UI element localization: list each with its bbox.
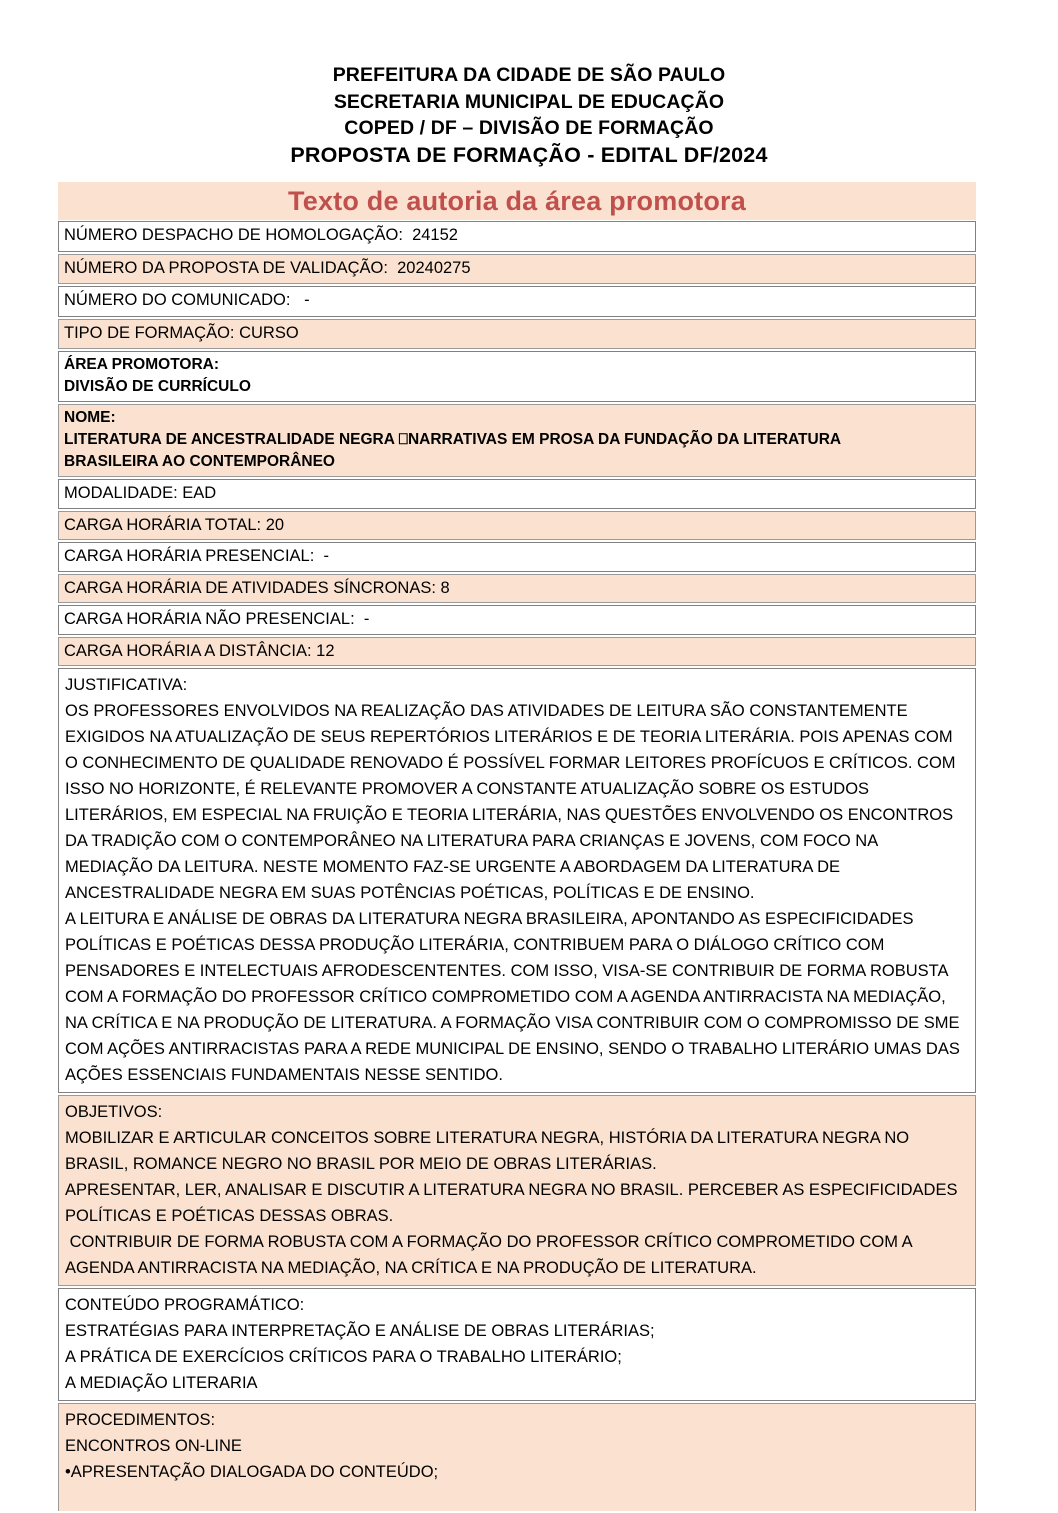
table-row-carga-horaria-sincronas	[58, 574, 976, 604]
conteudo-programatico-item-3: A MEDIAÇÃO LITERARIA	[65, 1374, 258, 1392]
justificativa-label: JUSTIFICATIVA:	[65, 676, 188, 694]
conteudo-programatico-item-2: A PRÁTICA DE EXERCÍCIOS CRÍTICOS PARA O TRABALHO LITERÁRIO;	[65, 1348, 622, 1366]
row-text-proposta-validacao: NÚMERO DA PROPOSTA DE VALIDAÇÃO: 20240275	[64, 258, 471, 277]
justificativa-paragraph-1: OS PROFESSORES ENVOLVIDOS NA REALIZAÇÃO DAS ATIVIDADES DE LEITURA SÃO CONSTANTEMENTE EXIGIDOS NA ATUALIZAÇÃO DE SEUS REPERTÓRIOS LITERÁRIOS E DE TEORIA LITERÁRIA. POIS APENAS COM O CONHECIMENTO DE QUALIDADE RENOVADO É POSSÍVEL FORMAR LEITORES PROFÍCUOS E CRÍTICOS. COM ISSO NO HORIZONTE, É RELEVANTE PROMOVER A CONSTANTE ATUALIZAÇÃO SOBRE OS ESTUDOS LITERÁRIOS, EM ESPECIAL NA FRUIÇÃO E TEORIA LITERÁRIA, NAS QUESTÕES ENVOLVENDO OS ENCONTROS DA TRADIÇÃO COM O CONTEMPORÂNEO NA LITERATURA PARA CRIANÇAS E JOVENS, COM FOCO NA MEDIAÇÃO DA LEITURA. NESTE MOMENTO FAZ-SE URGENTE A ABORDAGEM DA LITERATURA DE ANCESTRALIDADE NEGRA EM SUAS POTÊNCIAS POÉTICAS, POLÍTICAS E DE ENSINO.	[65, 702, 961, 902]
table-row-objetivos	[58, 1095, 976, 1286]
row-text-modalidade: MODALIDADE: EAD	[64, 484, 217, 502]
procedimentos-item-1: ENCONTROS ON-LINE	[65, 1437, 242, 1455]
table-row-proposta-validacao	[58, 254, 976, 285]
row-text-carga-horaria-total: CARGA HORÁRIA TOTAL: 20	[64, 515, 285, 534]
table-row-area-promotora	[58, 351, 976, 402]
masthead	[0, 62, 1058, 168]
conteudo-programatico-item-1: ESTRATÉGIAS PARA INTERPRETAÇÃO E ANÁLISE DE OBRAS LITERÁRIAS;	[65, 1322, 655, 1340]
masthead-line-prefeitura: PREFEITURA DA CIDADE DE SÃO PAULO	[332, 64, 726, 86]
objetivos-paragraph-1: MOBILIZAR E ARTICULAR CONCEITOS SOBRE LITERATURA NEGRA, HISTÓRIA DA LITERATURA NEGRA NO BRASIL, ROMANCE NEGRO NO BRASIL POR MEIO DE OBRAS LITERÁRIAS.	[65, 1129, 914, 1173]
masthead-line-coped: COPED / DF – DIVISÃO DE FORMAÇÃO	[344, 117, 714, 139]
authorship-banner	[58, 182, 976, 220]
row-text-carga-horaria-distancia: CARGA HORÁRIA A DISTÂNCIA: 12	[64, 641, 335, 660]
masthead-line-proposta: PROPOSTA DE FORMAÇÃO - EDITAL DF/2024	[290, 142, 768, 167]
row-value-nome-line2: BRASILEIRA AO CONTEMPORÂNEO	[64, 453, 335, 470]
table-row-justificativa	[58, 668, 976, 1093]
objetivos-label: OBJETIVOS:	[65, 1103, 163, 1121]
row-text-carga-horaria-presencial: CARGA HORÁRIA PRESENCIAL: -	[64, 547, 329, 565]
row-value-nome-line1: LITERATURA DE ANCESTRALIDADE NEGRA ⎕NARRATIVAS EM PROSA DA FUNDAÇÃO DA LITERATURA	[64, 431, 842, 448]
table-row-comunicado	[58, 286, 976, 317]
masthead-line-secretaria: SECRETARIA MUNICIPAL DE EDUCAÇÃO	[333, 90, 725, 113]
objetivos-paragraph-3: CONTRIBUIR DE FORMA ROBUSTA COM A FORMAÇÃO DO PROFESSOR CRÍTICO COMPROMETIDO COM A AGENDA ANTIRRACISTA NA MEDIAÇÃO, NA CRÍTICA E NA PRODUÇÃO DE LITERATURA.	[65, 1233, 916, 1277]
row-text-despacho: NÚMERO DESPACHO DE HOMOLOGAÇÃO: 24152	[64, 226, 458, 244]
table-row-nome	[58, 404, 976, 477]
proposal-table	[58, 182, 976, 1513]
row-value-area-promotora: DIVISÃO DE CURRÍCULO	[64, 378, 251, 395]
row-label-nome: NOME:	[64, 409, 116, 426]
table-row-carga-horaria-nao-presencial	[58, 605, 976, 635]
row-text-comunicado: NÚMERO DO COMUNICADO: -	[64, 291, 310, 309]
procedimentos-label: PROCEDIMENTOS:	[65, 1411, 216, 1429]
row-text-tipo-formacao: TIPO DE FORMAÇÃO: CURSO	[64, 323, 299, 342]
table-row-despacho	[58, 221, 976, 252]
table-row-modalidade	[58, 479, 976, 509]
row-text-carga-horaria-sincronas: CARGA HORÁRIA DE ATIVIDADES SÍNCRONAS: 8	[64, 578, 450, 597]
row-text-carga-horaria-nao-presencial: CARGA HORÁRIA NÃO PRESENCIAL: -	[64, 610, 370, 628]
table-row-carga-horaria-distancia	[58, 637, 976, 667]
conteudo-programatico-label: CONTEÚDO PROGRAMÁTICO:	[65, 1296, 305, 1314]
table-row-carga-horaria-presencial	[58, 542, 976, 572]
justificativa-paragraph-2: A LEITURA E ANÁLISE DE OBRAS DA LITERATURA NEGRA BRASILEIRA, APONTANDO AS ESPECIFICIDADES POLÍTICAS E POÉTICAS DESSA PRODUÇÃO LITERÁRIA, CONTRIBUEM PARA O DIÁLOGO CRÍTICO COM PENSADORES E INTELECTUAIS AFRODESCENTENTES. COM ISSO, VISA-SE CONTRIBUIR DE FORMA ROBUSTA COM A FORMAÇÃO DO PROFESSOR CRÍTICO COMPROMETIDO COM A AGENDA ANTIRRACISTA NA MEDIAÇÃO, NA CRÍTICA E NA PRODUÇÃO DE LITERATURA. A FORMAÇÃO VISA CONTRIBUIR COM O COMPROMISSO DE SME COM AÇÕES ANTIRRACISTAS PARA A REDE MUNICIPAL DE ENSINO, SENDO O TRABALHO LITERÁRIO UMAS DAS AÇÕES ESSENCIAIS FUNDAMENTAIS NESSE SENTIDO.	[65, 910, 965, 1084]
procedimentos-item-2: •APRESENTAÇÃO DIALOGADA DO CONTEÚDO;	[65, 1463, 439, 1481]
table-row-procedimentos	[58, 1403, 976, 1511]
row-label-area-promotora: ÁREA PROMOTORA:	[64, 356, 219, 373]
table-row-conteudo-programatico	[58, 1288, 976, 1401]
objetivos-paragraph-2: APRESENTAR, LER, ANALISAR E DISCUTIR A LITERATURA NEGRA NO BRASIL. PERCEBER AS ESPECIFICIDADES POLÍTICAS E POÉTICAS DESSAS OBRAS.	[65, 1181, 963, 1225]
table-row-carga-horaria-total	[58, 511, 976, 541]
authorship-banner-label: Texto de autoria da área promotora	[288, 186, 746, 216]
table-row-tipo-formacao	[58, 319, 976, 350]
